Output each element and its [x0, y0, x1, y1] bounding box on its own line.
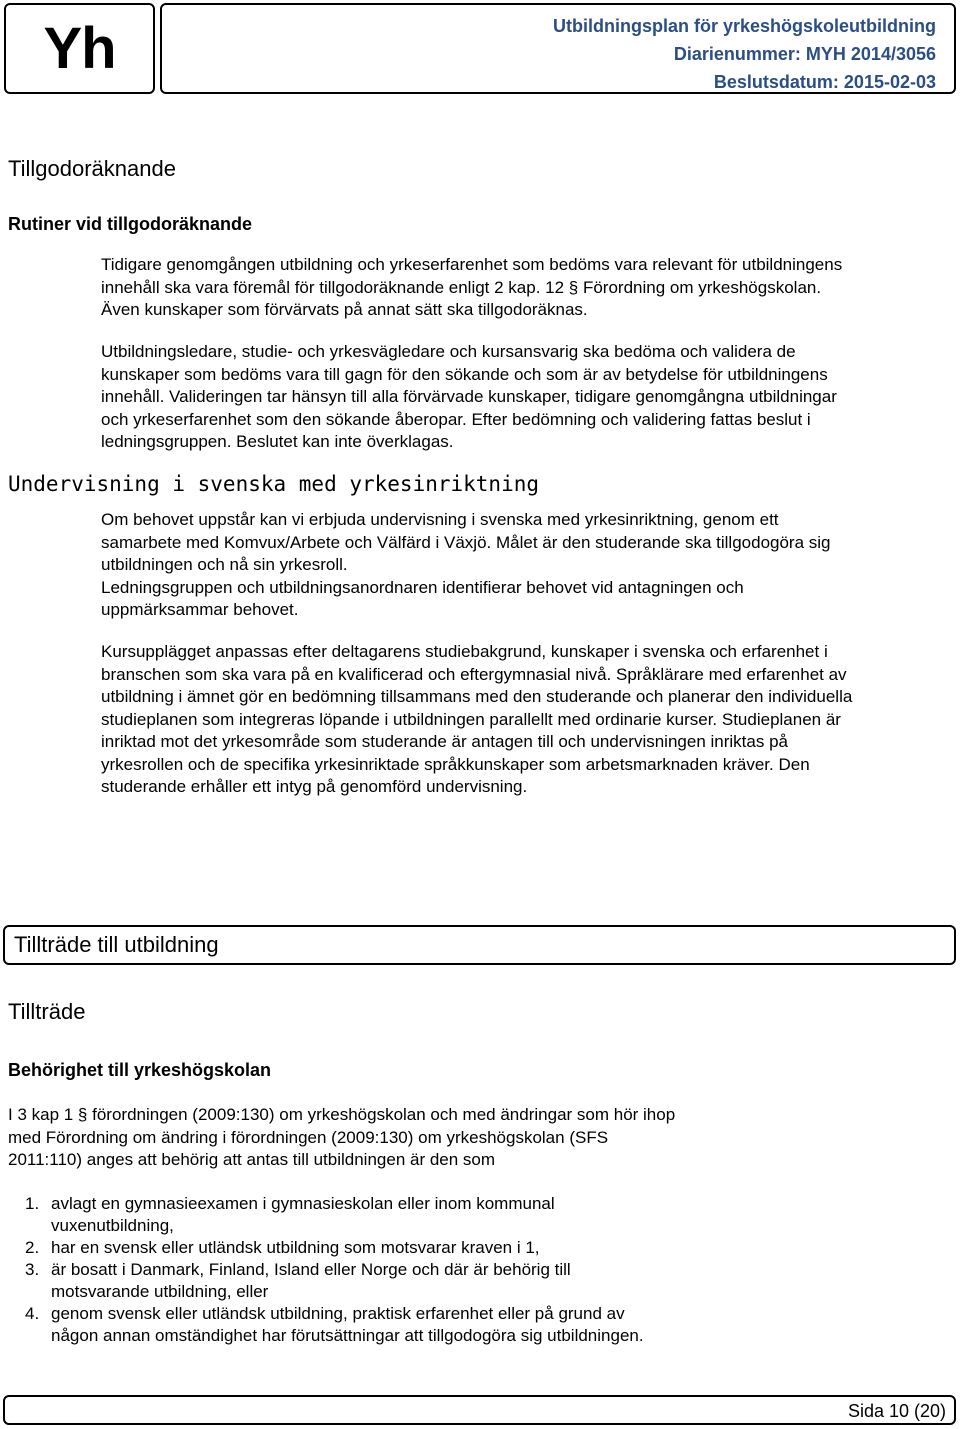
text-line: I 3 kap 1 § förordningen (2009:130) om yrkeshögskolan och med ändringar som hör ihop: [8, 1105, 676, 1124]
text-line: Även kunskaper som förvärvats på annat sätt ska tillgodoräknas.: [101, 300, 588, 319]
paragraph-tillgodo-2: [101, 341, 951, 454]
section-bar-tilltrade: [3, 925, 956, 965]
subtitle-rutiner: Rutiner vid tillgodoräknande: [8, 214, 253, 234]
text-line: ledningsgruppen. Beslutet kan inte överklagas.: [101, 432, 454, 451]
text-line: studerande erhåller ett intyg på genomförd undervisning.: [101, 777, 528, 796]
list-number: 1.: [25, 1194, 40, 1213]
text-line: Om behovet uppstår kan vi erbjuda undervisning i svenska med yrkesinriktning, genom ett: [101, 510, 779, 529]
list-item: [3, 1303, 943, 1347]
section-title-tillgodoraknande: Tillgodoräknande: [8, 156, 176, 181]
text-line: någon annan omständighet har förutsättningar att tillgodogöra sig utbildningen.: [51, 1326, 644, 1345]
list-text: [51, 1237, 540, 1259]
list-text: [51, 1303, 644, 1347]
subtitle-behorighet: Behörighet till yrkeshögskolan: [8, 1060, 272, 1080]
text-line: yrkesrollen och de specifika yrkesinriktade språkkunskaper som arbetsmarknaden kräver. Den: [101, 754, 810, 774]
section-bar-title: Tillträde till utbildning: [14, 932, 219, 957]
list-item: [3, 1237, 943, 1259]
list-number: 4.: [25, 1304, 40, 1323]
section-title-svenska: Undervisning i svenska med yrkesinriktning: [8, 472, 540, 496]
text-line: motsvarande utbildning, eller: [51, 1282, 269, 1301]
text-line: kunskaper som bedöms vara till gagn för den sökande och som är av betydelse för utbildningens: [101, 364, 828, 384]
paragraph-tillgodo-1: [101, 254, 951, 322]
text-line: avlagt en gymnasieexamen i gymnasieskolan eller inom kommunal: [51, 1194, 555, 1213]
text-line: med Förordning om ändring i förordningen (2009:130) om yrkeshögskolan (SFS: [8, 1127, 609, 1147]
text-line: innehåll. Valideringen tar hänsyn till alla förvärvade kunskaper, tidigare genomgångna utbildningar: [101, 387, 837, 406]
text-line: inriktad mot det yrkesområde som studerande är antagen till och undervisningen inriktas på: [101, 732, 788, 751]
text-line: och yrkeserfarenhet som den sökande åberopar. Efter bedömning och validering fattas beslut i: [101, 409, 811, 429]
behorighet-list: [3, 1193, 943, 1347]
text-line: branschen som ska vara på en kvalificerad och eftergymnasial nivå. Språklärare med erfarenhet av: [101, 664, 847, 684]
list-number: 3.: [25, 1260, 40, 1279]
text-line: uppmärksammar behovet.: [101, 600, 299, 619]
text-line: har en svensk eller utländsk utbildning som motsvarar kraven i 1,: [51, 1238, 540, 1257]
text-line: samarbete med Komvux/Arbete och Välfärd i Växjö. Målet är den studerande ska tillgodogöra sig: [101, 532, 831, 552]
beslutsdatum: Beslutsdatum: 2015-02-03: [713, 72, 936, 92]
document-title: Utbildningsplan för yrkeshögskoleutbildning: [552, 16, 936, 36]
list-text: [51, 1193, 555, 1237]
diarienummer: Diarienummer: MYH 2014/3056: [673, 44, 936, 64]
list-number: 2.: [25, 1238, 40, 1257]
text-line: Utbildningsledare, studie- och yrkesvägledare och kursansvarig ska bedöma och validera de: [101, 342, 796, 361]
header-box: [160, 3, 956, 94]
text-line: studieplanen som integreras löpande i utbildningen parallellt med ordinarie kurser. Studieplanen är: [101, 709, 841, 729]
text-line: utbildningen och nå sin yrkesroll.: [101, 555, 348, 574]
text-line: innehåll ska vara föremål för tillgodoräknande enligt 2 kap. 12 § Förordning om yrkeshögskolan.: [101, 277, 822, 297]
text-line: Ledningsgruppen och utbildningsanordnaren identifierar behovet vid antagningen och: [101, 577, 744, 597]
list-text: [51, 1259, 571, 1303]
logo: Yh: [43, 15, 116, 81]
text-line: 2011:110) anges att behörig att antas till utbildningen är den som: [8, 1150, 496, 1169]
paragraph-behorighet-intro: [8, 1104, 948, 1172]
paragraph-svenska-2: [101, 641, 951, 799]
list-item: [3, 1193, 943, 1237]
title-tilltrade: Tillträde: [8, 999, 86, 1024]
text-line: Tidigare genomgången utbildning och yrkeserfarenhet som bedöms vara relevant för utbildningens: [101, 255, 843, 274]
paragraph-svenska-1: [101, 509, 951, 622]
text-line: utbildning i ämnet gör en bedömning tillsammans med den studerande och planerar den individuella: [101, 687, 853, 706]
header-info: [553, 12, 936, 96]
logo-box: [4, 3, 155, 94]
list-item: [3, 1259, 943, 1303]
text-line: Kursupplägget anpassas efter deltagarens studiebakgrund, kunskaper i svenska och erfarenhet i: [101, 642, 828, 661]
page-number: Sida 10 (20): [847, 1401, 946, 1421]
text-line: är bosatt i Danmark, Finland, Island eller Norge och där är behörig till: [51, 1260, 571, 1279]
footer-box: [3, 1395, 956, 1425]
text-line: genom svensk eller utländsk utbildning, praktisk erfarenhet eller på grund av: [51, 1304, 625, 1323]
text-line: vuxenutbildning,: [51, 1216, 174, 1235]
